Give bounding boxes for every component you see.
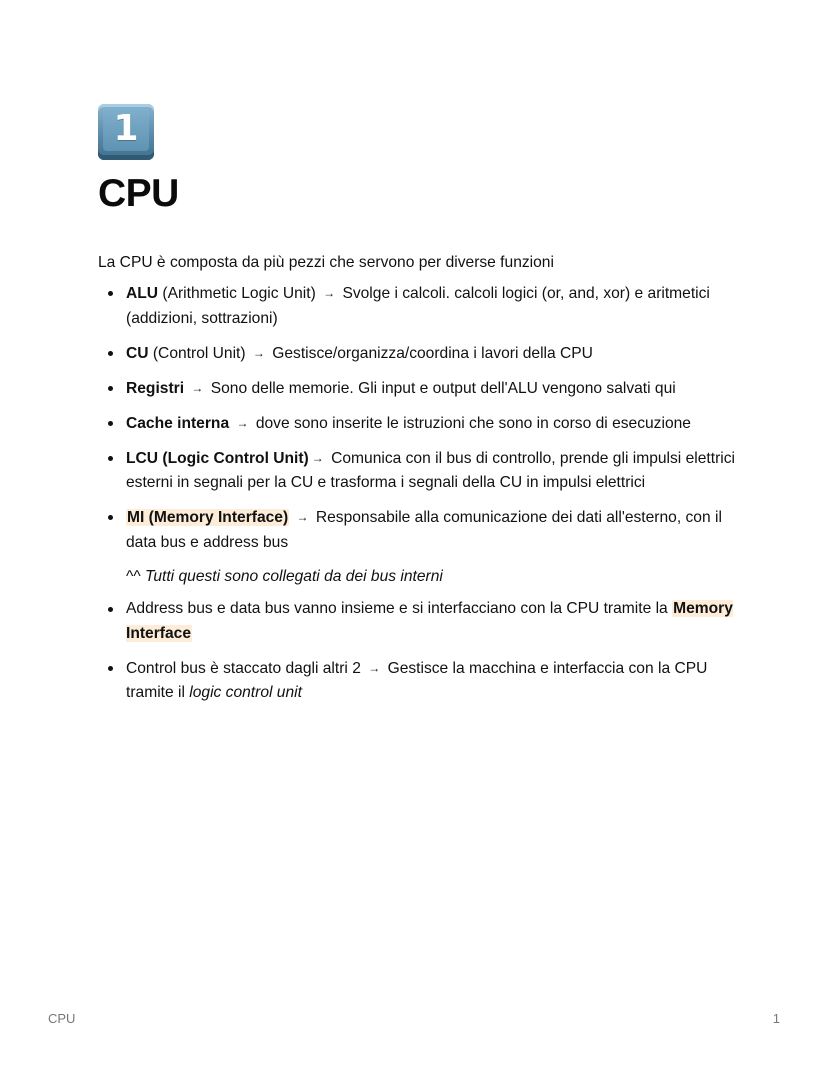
arrow-icon: → — [191, 380, 204, 395]
desc-lcu: Comunica con il bus di controllo, prende gli impulsi elettrici esterni in segnali per la CU e trasforma i segnali della CU in impulsi elettrici — [126, 449, 735, 492]
term-cu-expansion: (Control Unit) — [148, 344, 250, 362]
control-bus-text-before: Control bus è staccato dagli altri 2 — [126, 659, 366, 677]
term-alu-expansion: (Arithmetic Logic Unit) — [158, 285, 321, 303]
list-item-alu — [126, 281, 738, 331]
list-item-registri — [126, 376, 738, 402]
arrow-icon: → — [368, 660, 381, 675]
bus-list — [98, 597, 738, 706]
footer-title: CPU — [48, 1011, 76, 1026]
arrow-icon: → — [252, 345, 265, 360]
address-bus-text: Address bus e data bus vanno insieme e si interfacciano con la CPU tramite la — [126, 600, 673, 618]
desc-cu: Gestisce/organizza/coordina i lavori della CPU — [267, 344, 593, 362]
page-title: CPU — [98, 172, 179, 215]
term-mi-highlighted: MI (Memory Interface) — [127, 509, 289, 527]
list-item-cache — [126, 411, 738, 437]
logic-control-unit-italic: logic control unit — [189, 684, 302, 702]
intro-paragraph: La CPU è composta da più pezzi che servono per diverse funzioni — [98, 253, 554, 271]
desc-alu: Svolge i calcoli. calcoli logici (or, and, xor) e aritmetici (addizioni, sottrazioni) — [126, 285, 710, 327]
bus-note — [126, 565, 738, 590]
page-number: 1 — [772, 1011, 780, 1026]
term-alu: ALU — [126, 285, 159, 303]
list-item-lcu — [126, 446, 738, 496]
arrow-icon: → — [323, 286, 336, 301]
term-cache: Cache interna — [126, 414, 230, 432]
keycap-digit: 1 — [113, 108, 139, 149]
note-text: Tutti questi sono collegati da dei bus interni — [144, 567, 443, 585]
desc-cache: dove sono inserite le istruzioni che sono in corso di esecuzione — [251, 414, 691, 432]
keycap-one-icon — [98, 104, 154, 160]
term-cu: CU — [126, 344, 149, 362]
term-lcu: LCU (Logic Control Unit) — [126, 449, 309, 467]
desc-registri: Sono delle memorie. Gli input e output dell'ALU vengono salvati qui — [206, 379, 676, 397]
arrow-icon: → — [296, 510, 309, 525]
list-item-mi — [126, 505, 738, 555]
control-bus-text-after: Gestisce la macchina e interfaccia con la CPU tramite il — [126, 659, 708, 702]
note-prefix: ^^ — [126, 567, 145, 585]
memory-interface-highlighted: Memory Interface — [126, 600, 733, 642]
desc-mi: Responsabile alla comunicazione dei dati all'esterno, con il data bus e address bus — [126, 509, 722, 551]
spacer-text — [289, 509, 293, 526]
components-list — [98, 281, 738, 555]
arrow-icon: → — [311, 450, 324, 465]
page-content — [98, 104, 738, 715]
list-item-address-data-bus — [126, 597, 738, 646]
term-registri: Registri — [126, 379, 185, 397]
list-item-cu — [126, 341, 738, 367]
list-item-control-bus — [126, 656, 738, 706]
arrow-icon: → — [236, 415, 249, 430]
